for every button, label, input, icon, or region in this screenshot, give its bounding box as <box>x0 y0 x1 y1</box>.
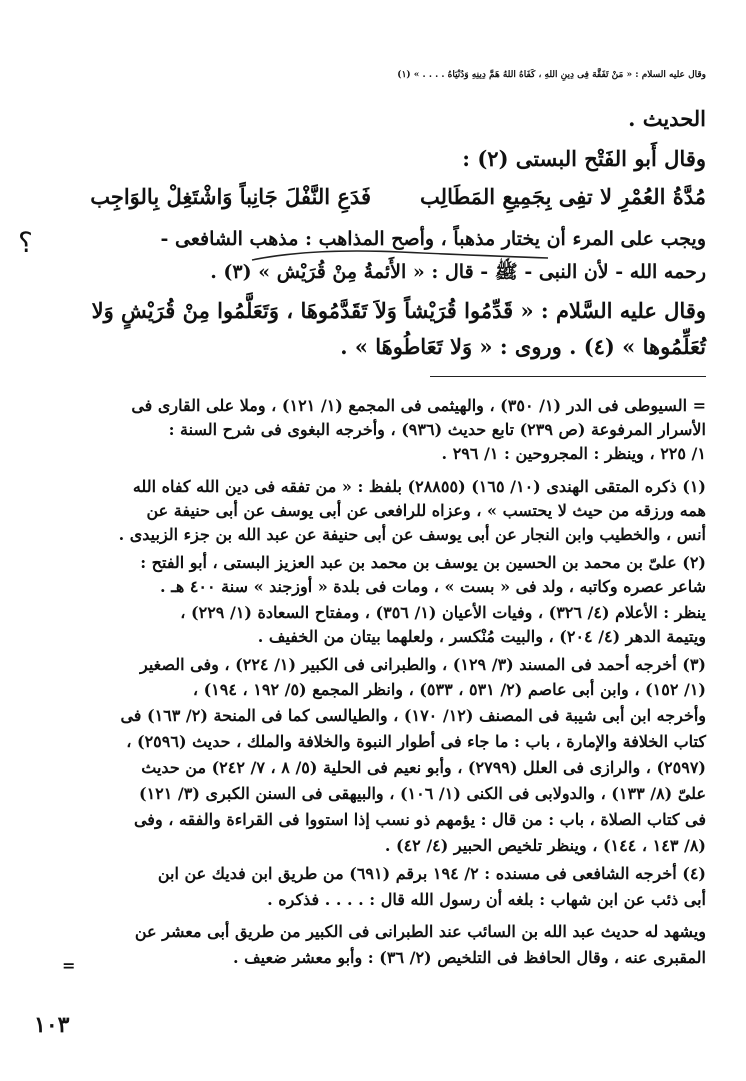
footnote-line: (٢) علىّ بن محمد بن الحسين بن يوسف بن محمد بن عبد العزيز البستى ، أبو الفتح : <box>140 553 706 572</box>
main-line-6: رحمه الله - لأن النبى - ﷺ - قال : « الأَئمةُ مِنْ قُرَيْش » (٣) . <box>210 261 706 283</box>
footnote-line: المقبرى عنه ، وقال الحافظ فى التلخيص (٢/ ٣٦) : وأبو معشر ضعيف . <box>232 948 706 967</box>
footnote-line: = السيوطى فى الدر (١/ ٣٥٠) ، والهيثمى فى المجمع (١/ ١٢١) ، وملا على القارى فى <box>131 396 706 415</box>
footnote-line: علىّ (٨/ ١٣٣) ، والدولابى فى الكنى (١/ ١٠٦) ، والبيهقى فى السنن الكبرى (٣/ ١٢١) <box>139 784 706 803</box>
footnote-line: أنس ، والخطيب وابن النجار عن أبى يوسف عن أبى حنيفة عن عبد الله بن جزء الزبيدى . <box>118 525 706 544</box>
poem-hemistich-left: فَدَعِ النَّفْلَ جَانِباً وَاشْتَغِلْ بِالوَاجِب <box>90 184 371 209</box>
footnote-line: ينظر : الأعلام (٤/ ٣٢٦) ، وفيات الأعيان (١/ ٣٥٦) ، ومفتاح السعادة (١/ ٢٢٩) ، <box>180 603 706 622</box>
footnote-line: (١/ ١٥٢) ، وابن أبى عاصم (٢/ ٥٣١ ، ٥٣٣) ، وانظر المجمع (٥/ ١٩٢ ، ١٩٤) ، <box>192 680 706 699</box>
footnote-line: ١/ ٢٢٥ ، وينظر : المجروحين : ١/ ٢٩٦ . <box>441 444 706 463</box>
main-line-7: وقال عليه السَّلام : « قَدِّمُوا قُرَيْشاً وَلاَ تَقَدَّمُوهَا ، وَتَعَلَّمُوا مِنْ قُرَيْشٍ وَلا <box>91 298 706 323</box>
main-line-2: الحديث . <box>628 106 706 131</box>
main-line-5: ويجب على المرء أن يختار مذهباً ، وأصح المذاهب : مذهب الشافعى - <box>160 228 706 250</box>
main-line-8: تُعَلِّمُوها » (٤) . وروى : « وَلا تَعَاطُوهَا » . <box>340 334 706 359</box>
footnote-line: كتاب الخلافة والإمارة ، باب : ما جاء فى أطوار النبوة والخلافة والملك ، حديث (٢٥٩٦) ، <box>126 732 706 751</box>
footnote-line: أبى ذئب عن ابن شهاب : بلغه أن رسول الله قال : . . . . فذكره . <box>267 890 706 909</box>
footnote-line: ويشهد له حديث عبد الله بن السائب عند الطبرانى فى الكبير من طريق أبى معشر عن <box>134 922 706 941</box>
footnote-line: (٨/ ١٤٣ ، ١٤٤) ، وينظر تلخيص الحبير (٤/ ٤٢) . <box>384 836 706 855</box>
footnote-line: ويتيمة الدهر (٤/ ٢٠٤) ، والبيت مُنْكسر ، ولعلهما بيتان من الخفيف . <box>257 627 706 646</box>
main-line-1: وقال عليه السلام : « مَنْ تَفَقَّهَ فِى دِينِ اللهِ ، كَفَاهُ اللهُ هَمَّ دِينِهِ وَدُنْيَاهُ . . . . » (١) <box>397 70 706 80</box>
footnote-line: فى كتاب الصلاة ، باب : من قال : يؤمهم ذو نسب إذا استووا فى القراءة والفقه ، وفى <box>133 810 706 829</box>
main-line-3: وقال أَبو الفَتْح البستى (٢) : <box>462 146 706 171</box>
poem-hemistich-right: مُدَّةُ العُمْرِ لا تفِى بِجَمِيعِ المَطَالِب <box>420 184 706 209</box>
footnote-separator <box>430 376 706 377</box>
footnote-line: (٣) أخرجه أحمد فى المسند (٣/ ١٢٩) ، والطبرانى فى الكبير (١/ ٢٢٤) ، وفى الصغير <box>139 655 706 674</box>
footnote-line: (٢٥٩٧) ، والرازى فى العلل (٢٧٩٩) ، وأبو نعيم فى الحلية (٥/ ٨ ، ٧/ ٢٤٢) من حديث <box>141 758 706 777</box>
footnote-continuation-mark: = <box>62 956 76 975</box>
footnote-line: شاعر عصره وكاتبه ، ولد فى « بست » ، ومات فى بلدة « أوزجند » سنة ٤٠٠ هـ . <box>159 577 706 596</box>
footnote-line: (١) ذكره المتقى الهندى (١٠/ ١٦٥) (٢٨٨٥٥) بلفظ : « من تفقه فى دين الله كفاه الله <box>132 477 706 496</box>
margin-note: ؟ <box>18 226 33 259</box>
footnote-line: الأسرار المرفوعة (ص ٢٣٩) تابع حديث (٩٣٦) ، وأخرجه البغوى فى شرح السنة : <box>168 420 706 439</box>
footnote-line: وأخرجه ابن أبى شيبة فى المصنف (١٢/ ١٧٠) ، والطيالسى كما فى المنحة (٢/ ١٦٣) فى <box>120 706 706 725</box>
handwritten-underline <box>250 246 550 266</box>
footnote-line: (٤) أخرجه الشافعى فى مسنده : ٢/ ١٩٤ برقم (٦٩١) من طريق ابن فديك عن ابن <box>157 864 706 883</box>
footnote-line: همه ورزقه من حيث لا يحتسب » ، وعزاه للرافعى عن أبى يوسف عن أبى حنيفة عن <box>146 501 706 520</box>
page-number: ١٠٣ <box>34 1012 70 1038</box>
